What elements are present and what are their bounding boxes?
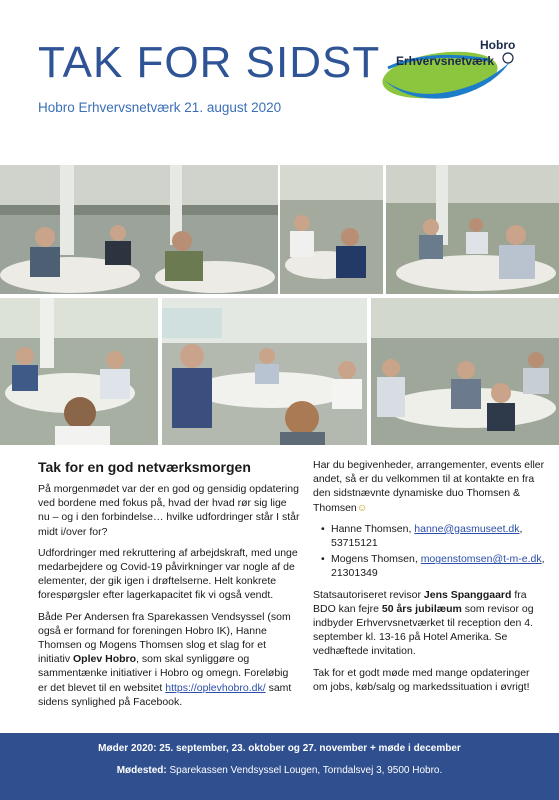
- smiley-icon: ☺: [356, 501, 368, 514]
- contact-name: Hanne Thomsen,: [331, 522, 415, 535]
- article-heading: Tak for en god netværksmorgen: [38, 459, 251, 475]
- meeting-place-label: Mødested:: [116, 765, 167, 776]
- paragraph-jubilee: [313, 588, 545, 659]
- hobro-erhvervsnetvaerk-logo: [378, 30, 528, 110]
- jubilee-text-2: fra BDO kan fejre: [313, 588, 527, 615]
- contact-name: Mogens Thomsen,: [331, 553, 421, 566]
- right-column: [313, 458, 545, 701]
- email-link-mogens[interactable]: mogenstomsen@t-m-e.dk: [420, 553, 542, 566]
- contact-list: [321, 522, 545, 581]
- oplev-text-1: Både Per Andersen fra Sparekassen Vendsyssel (som også er formand for foreningen Hobro IK), Hanne Thomsen og Mogens Thomsen slog et slag for et initiativ: [38, 610, 291, 666]
- left-column: [38, 458, 300, 716]
- oplev-text-2: , som skal synliggøre og sammentænke initiativer i Hobro og omegn. Foreløbig er det blevet til en websitet: [38, 653, 289, 694]
- paragraph-thanks: Tak for et godt møde med mange opdateringer om jobs, køb/salg og markedssituation i øvrigt!: [313, 666, 530, 693]
- photo-meeting-6: [371, 298, 559, 445]
- logo-text-erhvervsnetvaerk: Erhvervsnetværk: [396, 54, 495, 68]
- paragraph-oplev-hobro: [38, 610, 300, 709]
- jubilee-text-3: som revisor og indbyder Erhvervsnetværket til reception den 4. september kl. 13-16 på Hotel Amerika. Se vedhæftede invitation.: [313, 602, 534, 658]
- meeting-place: [0, 765, 559, 776]
- meeting-dates: Møder 2020: 25. september, 23. oktober og 27. november + møde i december: [98, 743, 461, 754]
- jubilee-bold: 50 års jubilæum: [381, 602, 462, 615]
- photo-meeting-5: [162, 298, 367, 445]
- paragraph-contact: [313, 458, 545, 515]
- contact-sep: ,: [541, 553, 545, 566]
- meeting-place-value: Sparekassen Vendsyssel Lougen, Torndalsvej 3, 9500 Hobro.: [166, 765, 443, 776]
- phone-hanne: 53715121: [331, 537, 378, 550]
- logo-text-hobro: Hobro: [480, 38, 516, 52]
- paragraph-challenges: Udfordringer med rekruttering af arbejdskraft, med unge medarbejdere og Covid-19 påvirkninger var nogle af de elementer, der gik igen i drøftelserne. Helt konkrete forespørgsler efter lagerkapacitet fik vi også vendt.: [38, 546, 298, 602]
- page-subtitle: Hobro Erhvervsnetværk 21. august 2020: [38, 100, 282, 115]
- photo-meeting-1: [0, 165, 278, 294]
- jubilee-name-bold: Jens Spanggaard: [423, 588, 512, 601]
- contact-item-hanne: [321, 522, 545, 550]
- oplev-hobro-bold: Oplev Hobro: [73, 653, 137, 666]
- contact-item-mogens: [321, 552, 545, 580]
- photo-meeting-3: [386, 165, 559, 294]
- paragraph-morning-meeting: På morgenmødet var der en god og gensidig opdatering ved bordene med fokus på, hvad der hvad rør sig lige nu – og i den forbindelse… hvilke udfordringer står I står midt i/over for?: [38, 483, 300, 538]
- oplevhobro-link[interactable]: https://oplevhobro.dk/: [165, 681, 266, 694]
- contact-text: Har du begivenheder, arrangementer, events eller andet, så er du velkommen til at kontakte en fra den sidstnævnte dynamiske duo Thomsen & Thomsen: [313, 459, 545, 514]
- photo-meeting-2: [280, 165, 383, 294]
- photo-collage: [0, 165, 559, 445]
- meetings-footer: [0, 733, 559, 800]
- oplev-text-3: samt sidens synlighed på Facebook.: [38, 681, 292, 708]
- email-link-hanne[interactable]: hanne@gasmuseet.dk: [414, 522, 520, 535]
- page-title: TAK FOR SIDST: [38, 38, 381, 87]
- jubilee-text-1: Statsautoriseret revisor: [313, 588, 424, 601]
- contact-sep: ,: [519, 522, 523, 535]
- photo-meeting-4: [0, 298, 158, 445]
- newsletter-header: [0, 0, 559, 160]
- phone-mogens: 21301349: [331, 567, 378, 580]
- article-body: [0, 450, 559, 730]
